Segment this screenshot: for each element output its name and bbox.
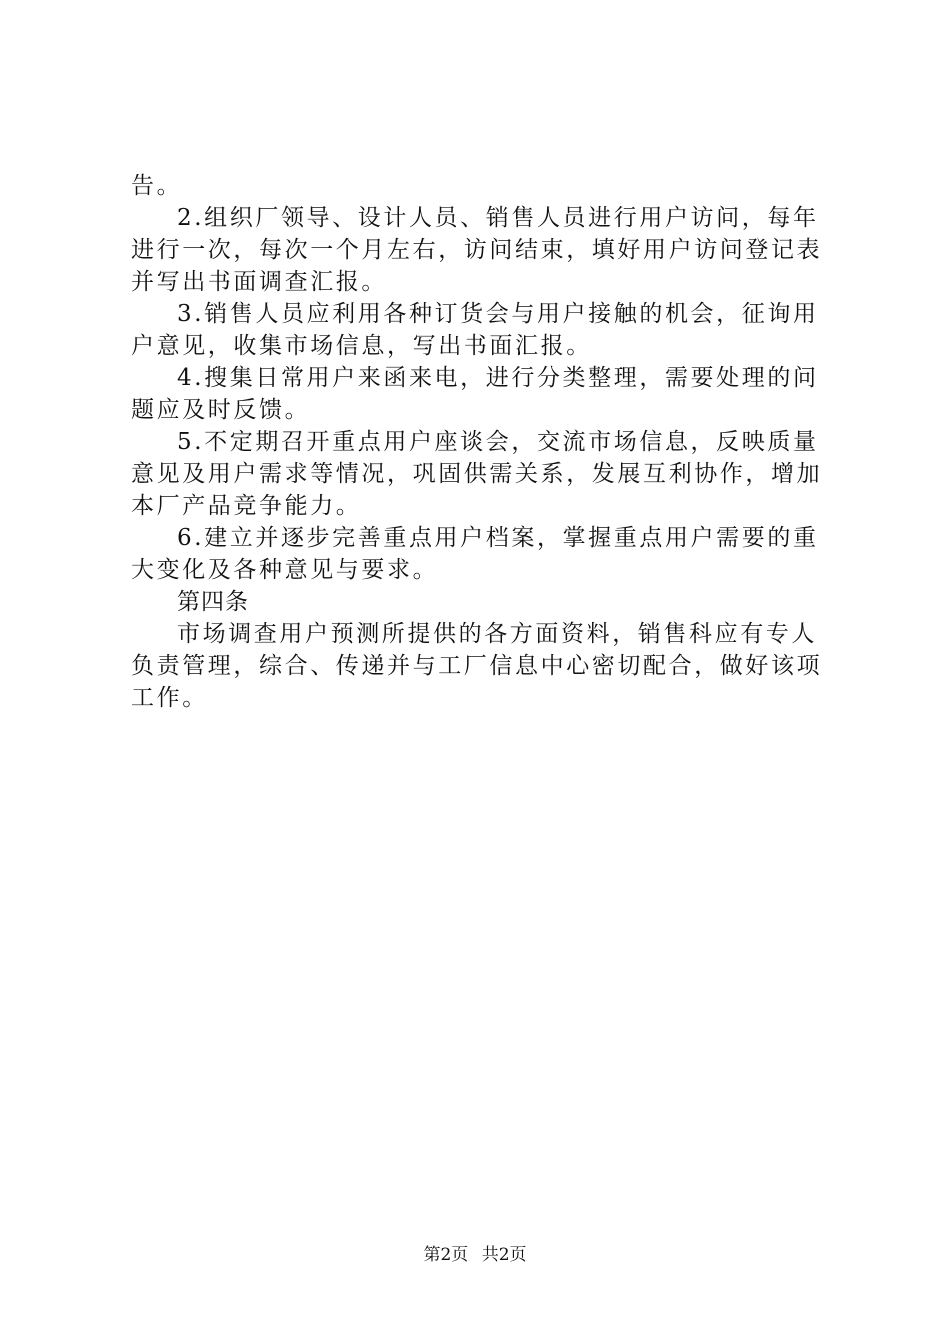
paragraph-line: 4.搜集日常用户来函来电，进行分类整理，需要处理的问 (177, 365, 819, 391)
paragraph-line: 告。 (131, 173, 183, 199)
paragraph-line: 本厂产品竞争能力。 (131, 493, 362, 519)
paragraph-line: 并写出书面调查汇报。 (131, 269, 387, 295)
paragraph-line: 题应及时反馈。 (131, 397, 311, 423)
paragraph-line: 市场调查用户预测所提供的各方面资料，销售科应有专人 (177, 621, 817, 647)
paragraph-line: 户意见，收集市场信息，写出书面汇报。 (131, 333, 592, 359)
paragraph-line: 进行一次，每次一个月左右，访问结束，填好用户访问登记表 (131, 237, 823, 263)
paragraph-line: 意见及用户需求等情况，巩固供需关系，发展互利协作，增加 (131, 461, 823, 487)
page-total: 共2页 (481, 1245, 527, 1265)
paragraph-line: 6.建立并逐步完善重点用户档案，掌握重点用户需要的重 (177, 525, 819, 551)
paragraph-line: 大变化及各种意见与要求。 (131, 557, 439, 583)
paragraph-line: 2.组织厂领导、设计人员、销售人员进行用户访问，每年 (177, 205, 819, 231)
page-footer (0, 1244, 950, 1266)
paragraph-line: 5.不定期召开重点用户座谈会，交流市场信息，反映质量 (177, 429, 819, 455)
paragraph-line: 负责管理，综合、传递并与工厂信息中心密切配合，做好该项 (131, 653, 823, 679)
page-number: 第2页 (423, 1245, 469, 1265)
document-body (131, 170, 831, 714)
section-heading: 第四条 (177, 589, 249, 615)
paragraph-line: 工作。 (131, 685, 208, 711)
paragraph-line: 3.销售人员应利用各种订货会与用户接触的机会，征询用 (177, 301, 819, 327)
